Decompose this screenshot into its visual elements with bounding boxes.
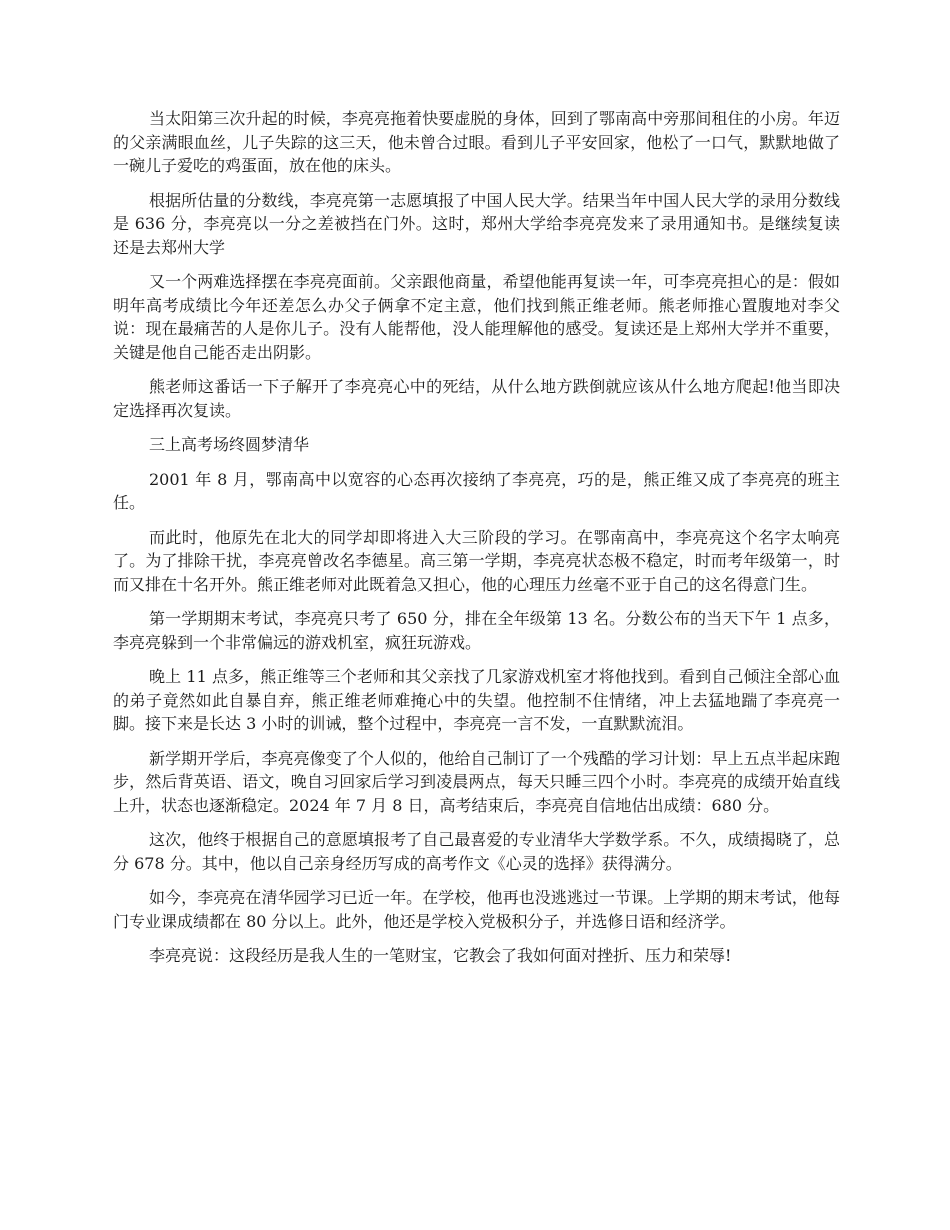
paragraph: 李亮亮说：这段经历是我人生的一笔财宝，它教会了我如何面对挫折、压力和荣辱! [149,946,732,965]
paragraph: 晚上 11 点多，熊正维等三个老师和其父亲找了几家游戏机室才将他找到。看到自己倾注全部心血的弟子竟然如此自暴自弃，熊正维老师难掩心中的失望。他控制不住情绪，冲上去猛地踹了李亮亮一脚。接下来是长达 3 小时的训诫，整个过程中，李亮亮一言不发，一直默默流泪。 [113,667,840,733]
document-body [113,107,840,979]
paragraph: 2001 年 8 月，鄂南高中以宽容的心态再次接纳了李亮亮，巧的是，熊正维又成了李亮亮的班主任。 [113,469,840,512]
paragraph: 新学期开学后，李亮亮像变了个人似的，他给自己制订了一个残酷的学习计划：早上五点半起床跑步，然后背英语、语文，晚自习回家后学习到凌晨两点，每天只睡三四个小时。李亮亮的成绩开始直线上升，状态也逐渐稳定。2024 年 7 月 8 日，高考结束后，李亮亮自信地估出成绩：680 分。 [113,748,840,815]
paragraph: 而此时，他原先在北大的同学却即将进入大三阶段的学习。在鄂南高中，李亮亮这个名字太响亮了。为了排除干扰，李亮亮曾改名李德星。高三第一学期，李亮亮状态极不稳定，时而考年级第一，时而又排在十名开外。熊正维老师对此既着急又担心，他的心理压力丝毫不亚于自己的这名得意门生。 [113,527,840,594]
paragraph: 又一个两难选择摆在李亮亮面前。父亲跟他商量，希望他能再复读一年，可李亮亮担心的是：假如明年高考成绩比今年还差怎么办父子俩拿不定主意，他们找到熊正维老师。熊老师推心置腹地对李父说：现在最痛苦的人是你儿子。没有人能帮他，没人能理解他的感受。复读还是上郑州大学并不重要，关键是他自己能否走出阴影。 [113,272,840,362]
paragraph: 这次，他终于根据自己的意愿填报考了自己最喜爱的专业清华大学数学系。不久，成绩揭晓了，总分 678 分。其中，他以自己亲身经历写成的高考作文《心灵的选择》获得满分。 [113,830,840,873]
paragraph: 如今，李亮亮在清华园学习已近一年。在学校，他再也没逃逃过一节课。上学期的期末考试，他每门专业课成绩都在 80 分以上。此外，他还是学校入党极积分子，并选修日语和经济学。 [113,888,840,931]
paragraph: 第一学期期末考试，李亮亮只考了 650 分，排在全年级第 13 名。分数公布的当天下午 1 点多，李亮亮躲到一个非常偏远的游戏机室，疯狂玩游戏。 [113,609,840,652]
section-heading: 三上高考场终圆梦清华 [149,435,310,454]
paragraph: 当太阳第三次升起的时候，李亮亮拖着快要虚脱的身体，回到了鄂南高中旁那间租住的小房。年迈的父亲满眼血丝，儿子失踪的这三天，他未曾合过眼。看到儿子平安回家，他松了一口气，默默地做了一碗儿子爱吃的鸡蛋面，放在他的床头。 [113,109,840,175]
paragraph: 熊老师这番话一下子解开了李亮亮心中的死结，从什么地方跌倒就应该从什么地方爬起!他当即决定选择再次复读。 [113,377,840,420]
paragraph: 根据所估量的分数线，李亮亮第一志愿填报了中国人民大学。结果当年中国人民大学的录用分数线是 636 分，李亮亮以一分之差被挡在门外。这时，郑州大学给李亮亮发来了录用通知书。是继续复读还是去郑州大学 [113,190,840,257]
